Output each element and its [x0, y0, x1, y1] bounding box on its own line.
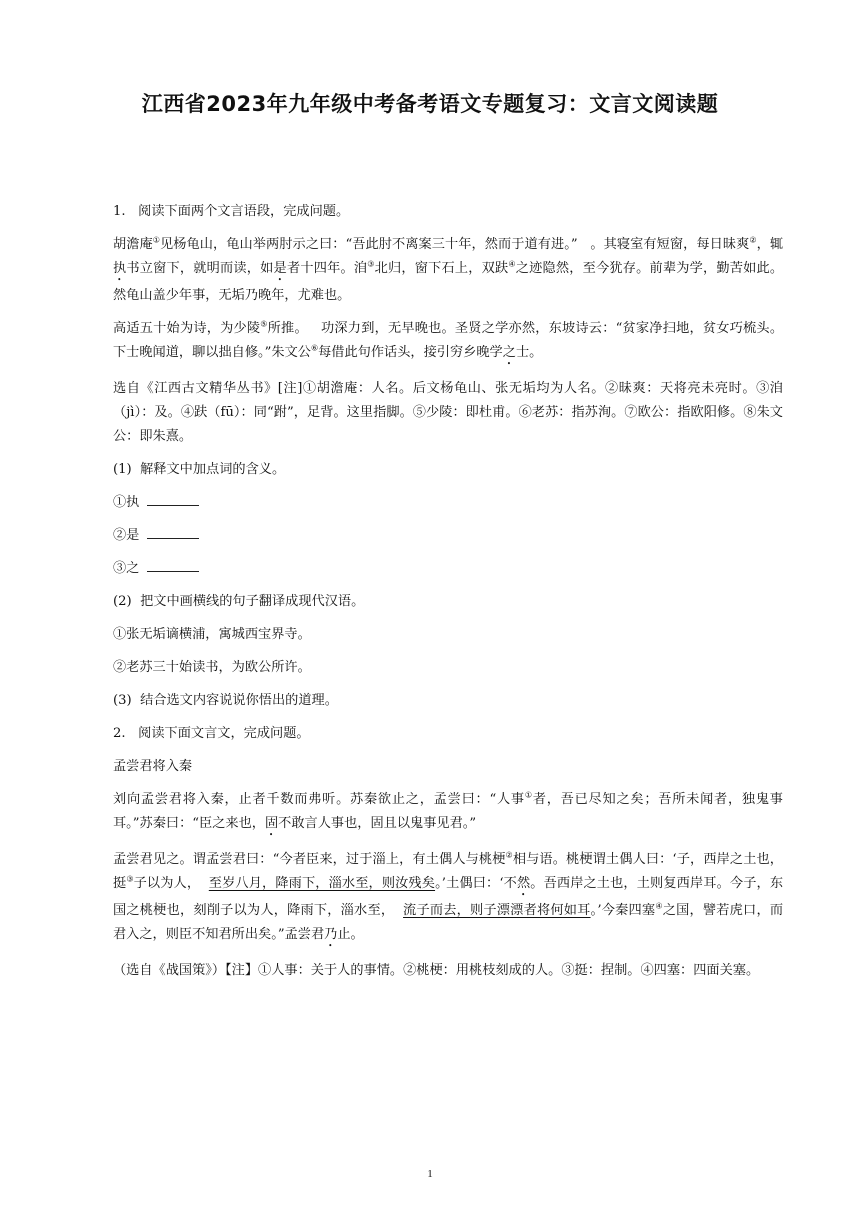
q2-subtitle: 孟尝君将入秦	[113, 759, 193, 774]
q1-passage-1: 胡澹庵①见杨龟山，龟山举两肘示之曰：“吾此肘不离案三十年，然而于道有进。” 。其寝室有短窗，每日昧爽②，辄执书立窗下，就明而读，如是者十四年。洎③北归，窗下石上，双趺④之迹隐然，至今犹存。前辈为学，勤苦如此。然龟山盖少年事，无垢乃晚年，尤难也。	[113, 235, 784, 303]
dotted-word-shi: 是	[273, 261, 287, 276]
q2-passage-2: 孟尝君见之。谓孟尝君曰：“今者臣来，过于淄上，有土偶人与桃梗②相与语。桃梗谓土偶人曰：‘子，西岸之土也，挺③子以为人， 至岁八月，降雨下，淄水至，则汝残矣。’土偶曰：‘不然。吾西岸之土也，土则复西岸耳。今子，东国之桃梗也，刻削子以为人，降雨下，淄水至， 流子而去，则子漂漂者将何如耳。’今秦四塞④之国，譬若虎口，而君入之，则臣不知君所出矣。”孟尝君乃止。	[113, 850, 784, 942]
dotted-word-ran: 然	[516, 876, 531, 891]
dotted-word-zhi: 执	[113, 261, 127, 276]
q1-sub-2: (2) 把文中画横线的句子翻译成现代汉语。	[113, 594, 365, 609]
q2-passage-1: 刘向孟尝君将入秦，止者千数而弗听。苏秦欲止之，孟尝曰：“人事①者，吾已尽知之矣；吾所未闻者，独鬼事耳。”苏秦曰：“臣之来也，固不敢言人事也，固且以鬼事见君。”	[113, 790, 783, 831]
question-2-heading: 2. 阅读下面文言文，完成问题。	[113, 726, 310, 741]
q1-sub-1: (1) 解释文中加点词的含义。	[113, 462, 286, 477]
dotted-word-zhi-2: 之	[502, 345, 516, 360]
document-body	[113, 200, 783, 992]
q1-sub-1-item-1: ①执	[113, 491, 783, 515]
q1-sub-3: (3) 结合选文内容说说你悟出的道理。	[113, 693, 338, 708]
underlined-sentence-2: 流子而去，则子漂漂者将何如耳	[403, 903, 591, 918]
q1-sub-1-item-2: ②是	[113, 524, 783, 548]
page-title: 江西省2023年九年级中考备考语文专题复习：文言文阅读题	[141, 92, 719, 116]
question-1-heading: 1. 阅读下面两个文言语段，完成问题。	[113, 204, 350, 219]
q1-sub-1-item-3: ③之	[113, 557, 783, 581]
answer-blank[interactable]	[147, 526, 199, 539]
q2-notes: （选自《战国策》）【注】①人事：关于人的事情。②桃梗：用桃枝刻成的人。③挺：捏制。④四塞：四面关塞。	[113, 963, 760, 978]
q1-passage-2: 高适五十始为诗，为少陵⑤所推。 功深力到，无早晚也。圣贤之学亦然，东坡诗云：“贫家净扫地，贫女巧梳头。下士晚闻道，聊以拙自修。”朱文公⑥每借此句作话头，接引穷乡晚学之士。	[113, 319, 784, 360]
q1-sub-2-item-1: ①张无垢谪横浦，寓城西宝界寺。	[113, 627, 311, 642]
dotted-word-nai: 乃	[324, 927, 338, 942]
dotted-word-gu: 固	[264, 816, 279, 831]
answer-blank[interactable]	[147, 559, 199, 572]
page-number: 1	[427, 1168, 433, 1180]
answer-blank[interactable]	[147, 493, 199, 506]
q1-sub-2-item-2: ②老苏三十始读书，为欧公所许。	[113, 660, 311, 675]
underlined-sentence-1: 至岁八月，降雨下，淄水至，则汝残矣	[208, 876, 436, 891]
q1-notes: 选自《江西古文精华丛书》[注]①胡澹庵：人名。后文杨龟山、张无垢均为人名。②昧爽：天将亮未亮时。③洎（jì）：及。④趺（fū）：同“跗”，足背。这里指脚。⑤少陵：即杜甫。⑥老苏：指苏洵。⑦欧公：指欧阳修。⑧朱文公：即朱熹。	[113, 381, 783, 444]
